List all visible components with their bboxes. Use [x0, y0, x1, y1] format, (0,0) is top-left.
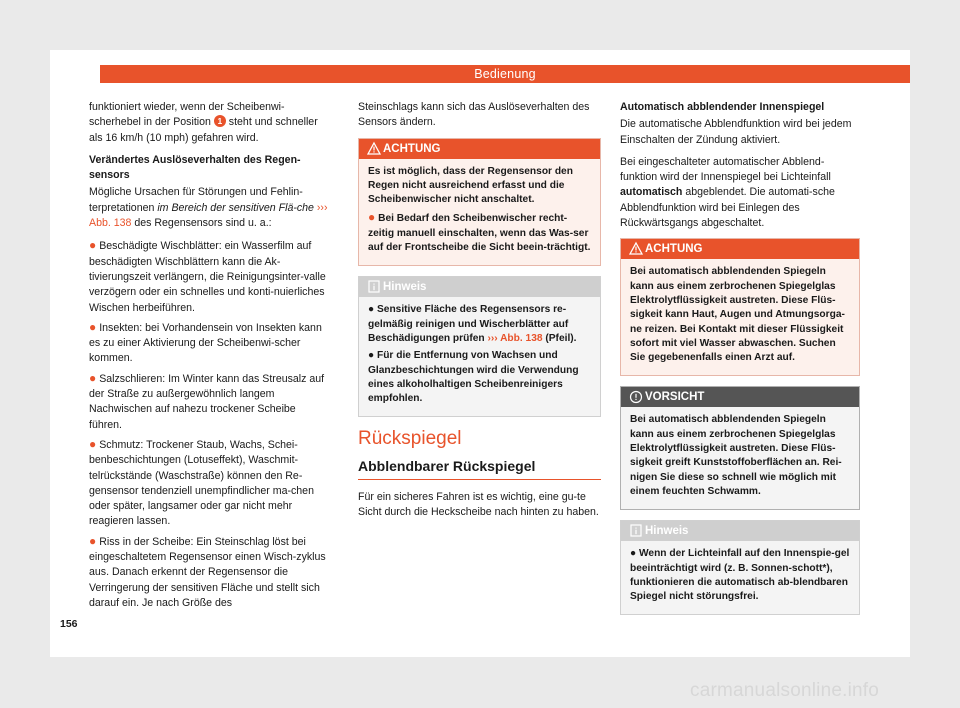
list-item: ● Schmutz: Trockener Staub, Wachs, Schei-benbeschichtungen (Lotuseffekt), Waschmit-telrückstände (Waschstraße) können den Re-gensensor tendenziell unempfindlicher ma-chen oder später, langsamer oder gar nicht mehr reagieren lassen.: [89, 436, 314, 528]
caution-circle-icon: [629, 387, 643, 407]
section-title: Rückspiegel: [358, 428, 462, 450]
paragraph-causes: Mögliche Ursachen für Störungen und Fehlin-terpretationen im Bereich der sensitiven Flä-che ››› Abb. 138 des Regensensors sind u. a.:: [89, 186, 328, 230]
warning-box: ACHTUNG Bei automatisch abblendenden Spiegeln kann aus einem zerbrochenen Spiegelglas Elektrolytflüssigkeit austreten. Diese Flüs-sigkeit kann Haut, Augen und Atmungsorga-ne reizen. Bei Kontakt mit dieser Flüssigkeit sofort mit viel Wasser abwaschen. Suchen Sie gegebenenfalls einen Arzt auf.: [620, 238, 860, 376]
bullet-icon: ●: [89, 436, 97, 451]
hint-box: Hinweis ● Sensitive Fläche des Regensensors re-gelmäßig reinigen und Wischerblätter auf Beschädigungen prüfen ››› Abb. 138 (Pfeil). ● Für die Entfernung von Wachsen und Glanzbeschichtungen wird die Verwendung eines alkoholhaltigen Scheibenreinigers empfohlen.: [358, 276, 601, 417]
info-icon: [629, 521, 643, 541]
paragraph-auto-2: Bei eingeschalteter automatischer Abblend-funktion wird der Innenspiegel bei Lichteinfall automatisch abgeblendet. Die automati-sche Abblendfunktion wird bei Einlegen des Rückwärtsgangs abgeschaltet.: [620, 155, 835, 230]
paragraph-auto-1: Die automatische Abblendfunktion wird bei jedem Einschalten der Zündung aktiviert.: [620, 118, 852, 146]
figure-link[interactable]: ››› Abb. 138: [487, 332, 543, 344]
divider: [358, 479, 601, 480]
list-item: ● Salzschlieren: Im Winter kann das Streusalz auf der Straße zu außergewöhnlich langem Nachwischen auf nahezu trockener Scheibe führen.: [89, 370, 325, 431]
list-item: ● Riss in der Scheibe: Ein Steinschlag löst bei eingeschaltetem Regensensor einen Wisch-zyklus aus. Danach erkennt der Regensensor die Verringerung der sensitiven Fläche und stellt sich darauf ein. Je nach Größe des: [89, 533, 326, 609]
bullet-icon: ●: [89, 533, 97, 548]
manual-page: [50, 50, 910, 657]
hint-box: Hinweis ● Wenn der Lichteinfall auf den Innenspie-gel beeinträchtigt wird (z. B. Sonnen-schott*), funktionieren die automatisch ab-blendbaren Spiegel nicht störungsfrei.: [620, 520, 860, 615]
warning-triangle-icon: [629, 239, 643, 259]
warning-header: ACHTUNG: [359, 139, 600, 159]
caution-box: VORSICHT Bei automatisch abblendenden Spiegeln kann aus einem zerbrochenen Spiegelglas Elektrolytflüssigkeit austreten. Diese Flüs-sigkeit greift Kunststoffoberflächen an. Rei-nigen Sie diese so schnell wie möglich mit einem feuchten Schwamm.: [620, 386, 860, 510]
warning-header: ACHTUNG: [621, 239, 859, 259]
hint-header: Hinweis: [359, 277, 600, 297]
subsection-title: Abblendbarer Rückspiegel: [358, 458, 536, 475]
warning-triangle-icon: [367, 139, 381, 159]
position-number-badge: 1: [214, 115, 226, 127]
bullet-icon: ●: [89, 238, 97, 253]
list-item: ● Insekten: bei Vorhandensein von Insekten kann es zu einer Aktivierung der Scheibenwi-scher kommen.: [89, 319, 322, 365]
warning-box: ACHTUNG Es ist möglich, dass der Regensensor den Regen nicht ausreichend erfasst und die Scheibenwischer nicht anschaltet. ● Bei Bedarf den Scheibenwischer recht-zeitig manuell einschalten, wenn das Was-ser auf der Frontscheibe die Sicht beein-trächtigt.: [358, 138, 601, 267]
list-item: ● Beschädigte Wischblätter: ein Wasserfilm auf beschädigten Wischblättern kann die Ak-tivierungszeit verlängern, die Reinigungsinter-valle verzögern oder ein schnelles und konti-nuierliches Wischen herbeiführen.: [89, 238, 326, 314]
caution-header: VORSICHT: [621, 387, 859, 407]
info-icon: [367, 277, 381, 297]
heading-change: Verändertes Auslöseverhalten des Regen-sensors: [89, 153, 301, 182]
paragraph-continued: Steinschlags kann sich das Auslöseverhalten des Sensors ändern.: [358, 101, 590, 129]
paragraph-intro: funktioniert wieder, wenn der Scheibenwi-scherhebel in der Position 1 steht und schneller als 16 km/h (10 mph) gefahren wird.: [89, 101, 318, 144]
heading-auto-mirror: Automatisch abblendender Innenspiegel: [620, 101, 825, 113]
bullet-icon: ●: [368, 210, 376, 225]
bullet-icon: ●: [89, 370, 97, 385]
chapter-header: Bedienung: [100, 65, 910, 83]
figure-link[interactable]: ››› Abb. 138: [89, 201, 328, 230]
hint-header: Hinweis: [621, 521, 859, 541]
column-left: [89, 100, 330, 615]
paragraph-mirror: Für ein sicheres Fahren ist es wichtig, eine gu-te Sicht durch die Heckscheibe nach hinten zu haben.: [358, 490, 599, 519]
watermark: carmanualsonline.info: [690, 680, 880, 701]
bullet-icon: ●: [89, 319, 97, 334]
column-middle: [358, 100, 601, 527]
column-right: [620, 100, 860, 625]
page-number: 156: [60, 618, 78, 630]
